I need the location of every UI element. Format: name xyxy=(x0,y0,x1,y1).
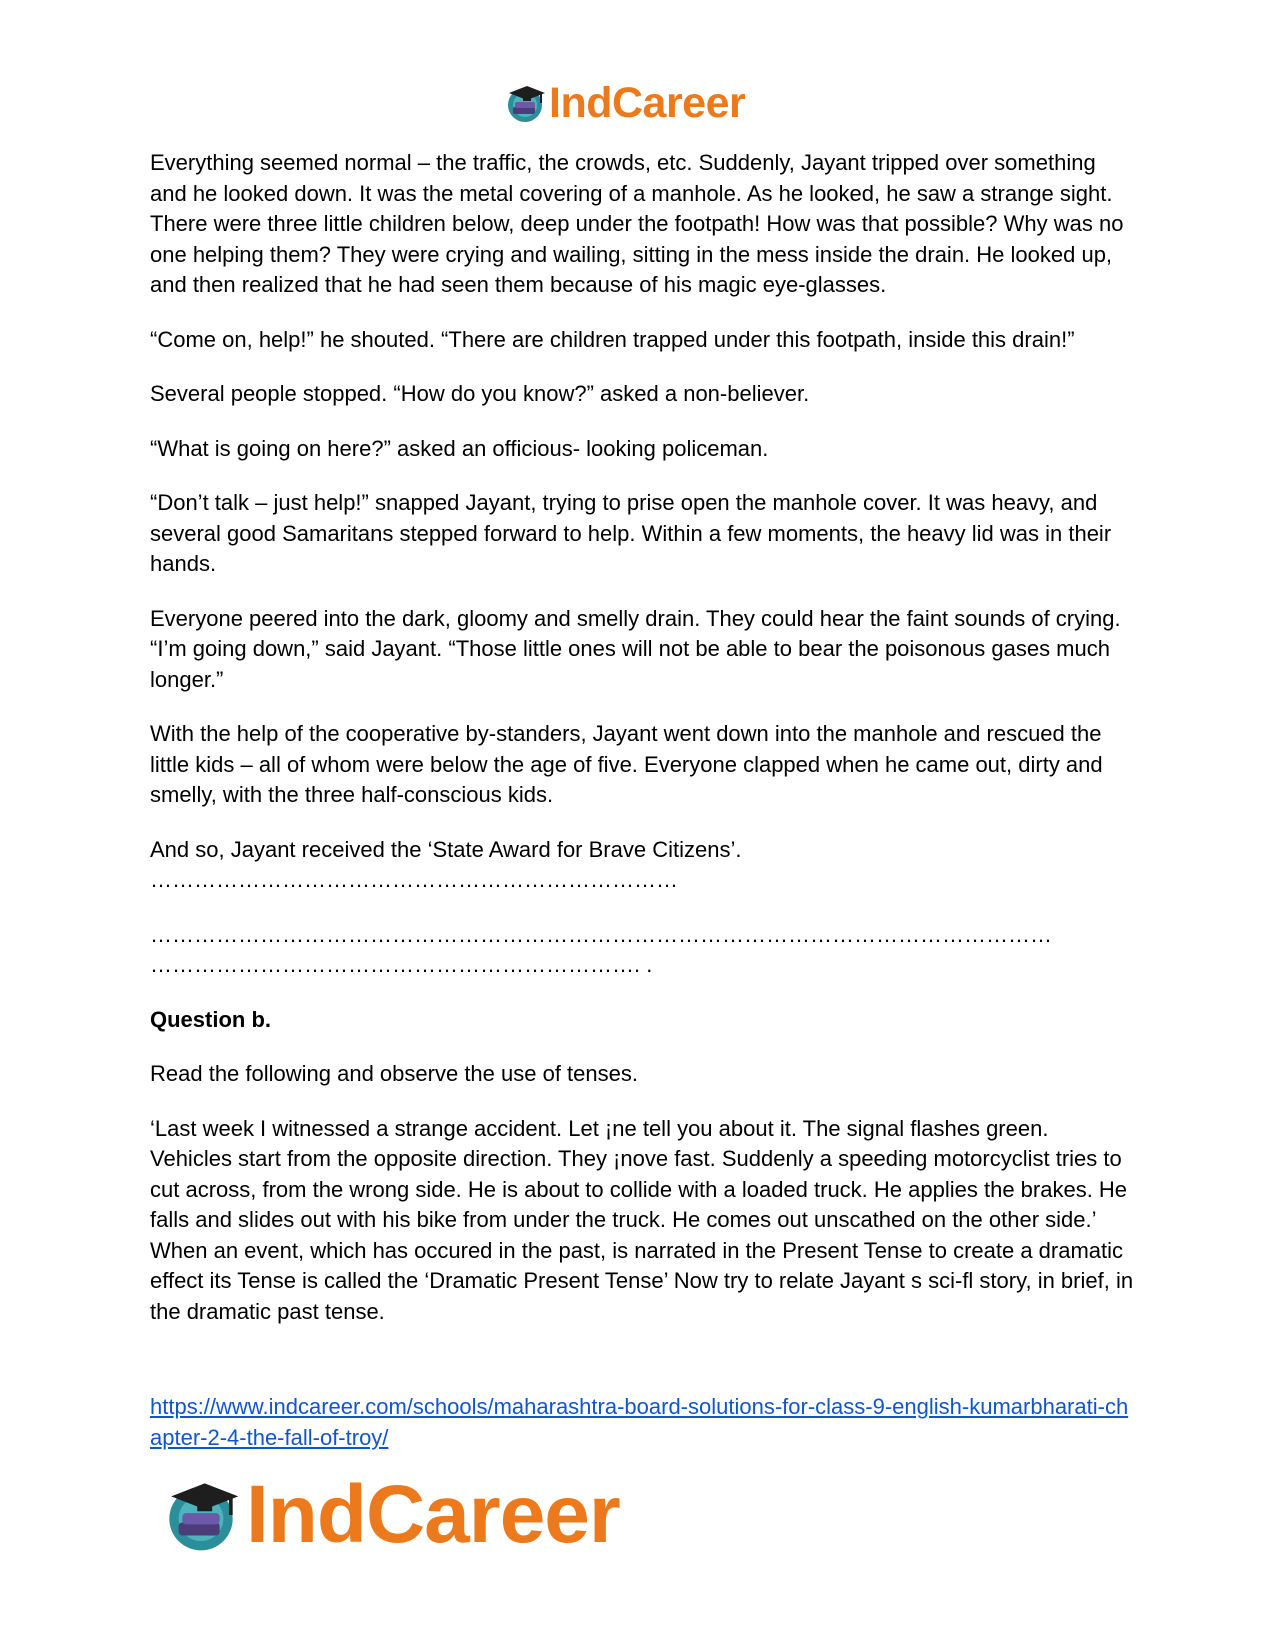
graduation-globe-icon xyxy=(160,1474,242,1556)
dotted-line-1: ……………………………………………………………… xyxy=(150,867,678,892)
footer-logo xyxy=(160,1470,620,1560)
award-line: And so, Jayant received the ‘State Award for Brave Citizens’. xyxy=(150,836,742,862)
document-body xyxy=(150,148,1135,1351)
paragraph-3: Several people stopped. “How do you know?” asked a non-believer. xyxy=(150,381,810,406)
logo-wordmark: IndCareer xyxy=(246,1469,620,1560)
paragraph-1: Everything seemed normal – the traffic, the crowds, etc. Suddenly, Jayant tripped over something and he looked down. It was the metal covering of a manhole. As he looked, he saw a strange sight. There were three little children below, deep under the footpath! How was that possible? Why was no one helping them? They were crying and wailing, sitting in the mess inside the drain. He looked up, and then realized that he had seen them because of his magic eye-glasses. xyxy=(150,150,1124,297)
paragraph-4: “What is going on here?” asked an officious- looking policeman. xyxy=(150,435,769,461)
source-link[interactable]: https://www.indcareer.com/schools/maharashtra-board-solutions-for-class-9-english-kumarbharati-chapter-2-4-the-fall-of-troy/ xyxy=(150,1394,1129,1450)
paragraph-2: “Come on, help!” he shouted. “There are children trapped under this footpath, inside this drain!” xyxy=(150,326,1075,352)
source-link-container xyxy=(150,1392,1135,1453)
logo-wordmark: IndCareer xyxy=(549,78,746,127)
paragraph-7: With the help of the cooperative by-standers, Jayant went down into the manhole and rescued the little kids – all of whom were below the age of five. Everyone clapped when he came out, dirty and smelly, with the three half-conscious kids. xyxy=(150,721,1103,807)
header-logo xyxy=(503,78,745,128)
paragraph-6: Everyone peered into the dark, gloomy and smelly drain. They could hear the faint sounds of crying. “I’m going down,” said Jayant. “Those little ones will not be able to bear the poisonous gases much longer.” xyxy=(150,605,1121,692)
graduation-globe-icon xyxy=(503,81,547,125)
question-heading: Question b. xyxy=(150,1006,271,1032)
paragraph-5: “Don’t talk – just help!” snapped Jayant, trying to prise open the manhole cover. It was heavy, and several good Samaritans stepped forward to help. Within a few moments, the heavy lid was in their hands. xyxy=(150,490,1112,576)
instruction-text: Read the following and observe the use of tenses. xyxy=(150,1061,638,1086)
dotted-line-2: …………………………………………………………………………………………………………… xyxy=(150,921,1052,947)
dotted-line-3: …………………………………………………………. . xyxy=(150,952,653,977)
passage-text: ‘Last week I witnessed a strange accident. Let ¡ne tell you about it. The signal flashes green. Vehicles start from the opposite direction. They ¡nove fast. Suddenly a speeding motorcyclist tries to cut across, from the wrong side. He is about to collide with a loaded truck. He applies the brakes. He falls and slides out with his bike from under the truck. He comes out unscathed on the other side.’ When an event, which has occured in the past, is narrated in the Present Tense to create a dramatic effect its Tense is called the ‘Dramatic Present Tense’ Now try to relate Jayant s sci-fl story, in brief, in the dramatic past tense. xyxy=(150,1115,1134,1324)
